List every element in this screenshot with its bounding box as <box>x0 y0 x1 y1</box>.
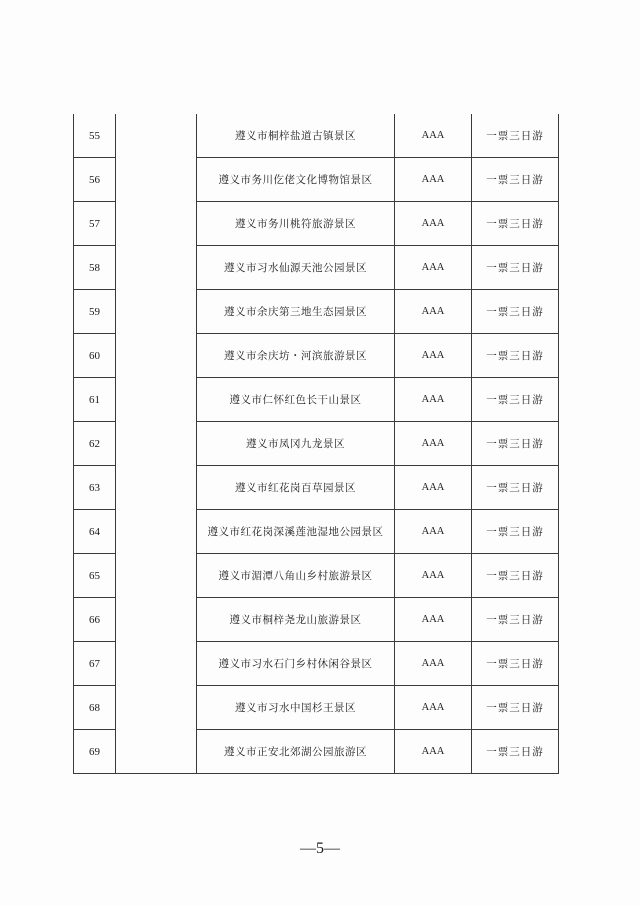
ticket-policy-cell: 一票三日游 <box>472 730 559 774</box>
ticket-policy-cell: 一票三日游 <box>472 598 559 642</box>
scenic-area-name-cell: 遵义市正安北郊湖公园旅游区 <box>197 730 395 774</box>
scenic-area-name-cell: 遵义市习水中国杉王景区 <box>197 686 395 730</box>
region-cell <box>116 114 197 774</box>
row-number-cell: 67 <box>74 642 116 686</box>
row-number-cell: 59 <box>74 290 116 334</box>
scenic-area-name-cell: 遵义市仁怀红色长干山景区 <box>197 378 395 422</box>
ticket-policy-cell: 一票三日游 <box>472 334 559 378</box>
grade-level-cell: AAA <box>395 598 472 642</box>
grade-level-cell: AAA <box>395 510 472 554</box>
ticket-policy-cell: 一票三日游 <box>472 466 559 510</box>
grade-level-cell: AAA <box>395 686 472 730</box>
table-row <box>74 114 559 158</box>
scenic-area-name-cell: 遵义市红花岗百草园景区 <box>197 466 395 510</box>
row-number-cell: 55 <box>74 114 116 158</box>
grade-level-cell: AAA <box>395 246 472 290</box>
grade-level-cell: AAA <box>395 730 472 774</box>
row-number-cell: 58 <box>74 246 116 290</box>
row-number-cell: 60 <box>74 334 116 378</box>
scenic-area-name-cell: 遵义市务川桃符旅游景区 <box>197 202 395 246</box>
scenic-area-name-cell: 遵义市余庆坊・河滨旅游景区 <box>197 334 395 378</box>
row-number-cell: 57 <box>74 202 116 246</box>
ticket-policy-cell: 一票三日游 <box>472 202 559 246</box>
grade-level-cell: AAA <box>395 466 472 510</box>
ticket-policy-cell: 一票三日游 <box>472 554 559 598</box>
row-number-cell: 65 <box>74 554 116 598</box>
row-number-cell: 64 <box>74 510 116 554</box>
ticket-policy-cell: 一票三日游 <box>472 158 559 202</box>
grade-level-cell: AAA <box>395 202 472 246</box>
grade-level-cell: AAA <box>395 422 472 466</box>
scenic-area-name-cell: 遵义市习水石门乡村休闲谷景区 <box>197 642 395 686</box>
ticket-policy-cell: 一票三日游 <box>472 642 559 686</box>
row-number-cell: 56 <box>74 158 116 202</box>
scenic-area-name-cell: 遵义市桐梓盐道古镇景区 <box>197 114 395 158</box>
scenic-area-name-cell: 遵义市桐梓尧龙山旅游景区 <box>197 598 395 642</box>
ticket-policy-cell: 一票三日游 <box>472 422 559 466</box>
grade-level-cell: AAA <box>395 642 472 686</box>
row-number-cell: 61 <box>74 378 116 422</box>
grade-level-cell: AAA <box>395 554 472 598</box>
row-number-cell: 62 <box>74 422 116 466</box>
ticket-policy-cell: 一票三日游 <box>472 290 559 334</box>
scenic-area-name-cell: 遵义市余庆第三地生态园景区 <box>197 290 395 334</box>
grade-level-cell: AAA <box>395 114 472 158</box>
grade-level-cell: AAA <box>395 378 472 422</box>
scenic-area-table <box>73 114 559 774</box>
table-body <box>74 114 559 774</box>
scenic-area-name-cell: 遵义市习水仙源天池公园景区 <box>197 246 395 290</box>
row-number-cell: 69 <box>74 730 116 774</box>
scenic-area-name-cell: 遵义市凤冈九龙景区 <box>197 422 395 466</box>
ticket-policy-cell: 一票三日游 <box>472 510 559 554</box>
scenic-area-name-cell: 遵义市湄潭八角山乡村旅游景区 <box>197 554 395 598</box>
scenic-area-name-cell: 遵义市务川仡佬文化博物馆景区 <box>197 158 395 202</box>
grade-level-cell: AAA <box>395 334 472 378</box>
grade-level-cell: AAA <box>395 158 472 202</box>
row-number-cell: 63 <box>74 466 116 510</box>
row-number-cell: 66 <box>74 598 116 642</box>
ticket-policy-cell: 一票三日游 <box>472 378 559 422</box>
page-number: —5— <box>300 840 340 857</box>
grade-level-cell: AAA <box>395 290 472 334</box>
ticket-policy-cell: 一票三日游 <box>472 114 559 158</box>
scenic-area-name-cell: 遵义市红花岗深溪莲池湿地公园景区 <box>197 510 395 554</box>
row-number-cell: 68 <box>74 686 116 730</box>
ticket-policy-cell: 一票三日游 <box>472 246 559 290</box>
ticket-policy-cell: 一票三日游 <box>472 686 559 730</box>
